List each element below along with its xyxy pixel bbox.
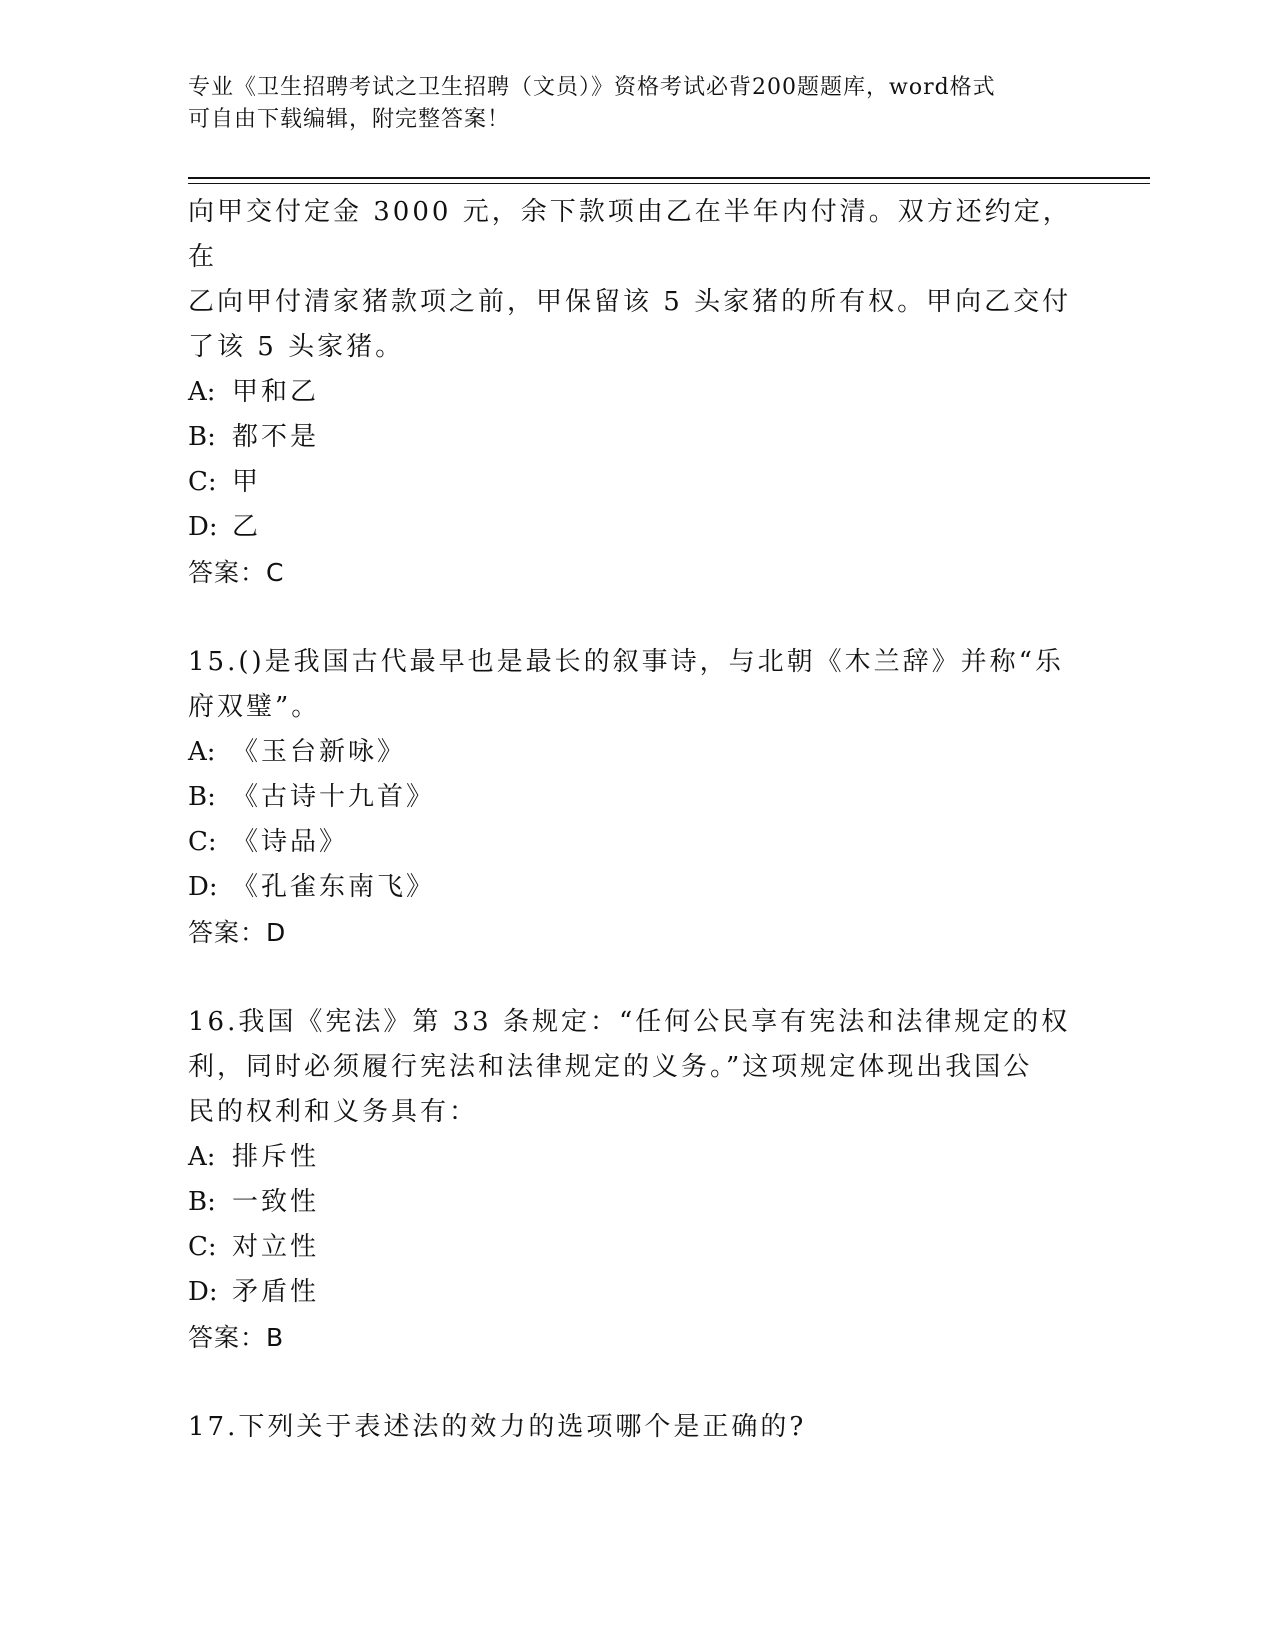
option-text: 对立性: [232, 1232, 320, 1262]
option-text: 《玉台新咏》: [232, 737, 407, 767]
option-text: 都不是: [232, 422, 320, 452]
option-letter: C:: [188, 467, 217, 497]
option-text: 一致性: [232, 1187, 320, 1217]
question-17: [188, 1405, 1088, 1450]
option-c: [188, 460, 1088, 505]
option-b: [188, 415, 1088, 460]
option-letter: D:: [188, 1277, 218, 1307]
option-letter: B:: [188, 1187, 216, 1217]
question-stem-line: 民的权利和义务具有：: [188, 1097, 479, 1127]
answer-line: 答案：B: [188, 1323, 285, 1352]
question-stem-line: 向甲交付定金 3000 元，余下款项由乙在半年内付清。双方还约定，在: [188, 197, 1072, 272]
spacer: [188, 595, 1088, 640]
option-b: [188, 1180, 1088, 1225]
option-c: [188, 820, 1088, 865]
option-letter: C:: [188, 1232, 217, 1262]
option-text: 乙: [232, 512, 262, 542]
option-letter: D:: [188, 872, 218, 902]
option-d: [188, 1270, 1088, 1315]
spacer: [188, 1360, 1088, 1405]
answer-line: 答案：D: [188, 918, 287, 947]
option-text: 甲和乙: [232, 377, 320, 407]
option-a: [188, 730, 1088, 775]
question-stem-line: 乙向甲付清家猪款项之前，甲保留该 5 头家猪的所有权。甲向乙交付: [188, 287, 1072, 317]
header-divider-thick: [188, 177, 1150, 179]
header-divider-thin: [188, 183, 1150, 184]
option-text: 《古诗十九首》: [232, 782, 436, 812]
option-a: [188, 1135, 1088, 1180]
document-body: [188, 190, 1088, 1450]
option-letter: B:: [188, 422, 216, 452]
option-letter: C:: [188, 827, 217, 857]
question-14: [188, 190, 1088, 595]
option-letter: D:: [188, 512, 218, 542]
option-a: [188, 370, 1088, 415]
document-header: [188, 72, 1088, 136]
option-text: 《诗品》: [232, 827, 349, 857]
option-text: 《孔雀东南飞》: [232, 872, 436, 902]
question-stem-line: 利，同时必须履行宪法和法律规定的义务。”这项规定体现出我国公: [188, 1052, 1033, 1082]
option-letter: A:: [188, 377, 216, 407]
answer-line: 答案：C: [188, 558, 285, 587]
question-stem-line: 府双璧”。: [188, 692, 321, 722]
header-line-2: 可自由下载编辑，附完整答案！: [188, 107, 511, 132]
question-stem-line: 17.下列关于表述法的效力的选项哪个是正确的?: [188, 1412, 807, 1442]
option-d: [188, 505, 1088, 550]
option-letter: A:: [188, 1142, 216, 1172]
spacer: [188, 955, 1088, 1000]
question-stem-line: 15.()是我国古代最早也是最长的叙事诗，与北朝《木兰辞》并称“乐: [188, 647, 1064, 677]
option-text: 排斥性: [232, 1142, 320, 1172]
question-16: [188, 1000, 1088, 1360]
option-d: [188, 865, 1088, 910]
question-15: [188, 640, 1088, 955]
option-text: 甲: [232, 467, 262, 497]
option-letter: A:: [188, 737, 216, 767]
header-line-1: 专业《卫生招聘考试之卫生招聘（文员）》资格考试必背200题题库，word格式: [188, 75, 996, 100]
question-stem-line: 16.我国《宪法》第 33 条规定：“任何公民享有宪法和法律规定的权: [188, 1007, 1071, 1037]
option-b: [188, 775, 1088, 820]
option-c: [188, 1225, 1088, 1270]
option-text: 矛盾性: [232, 1277, 320, 1307]
option-letter: B:: [188, 782, 216, 812]
question-stem-line: 了该 5 头家猪。: [188, 332, 405, 362]
